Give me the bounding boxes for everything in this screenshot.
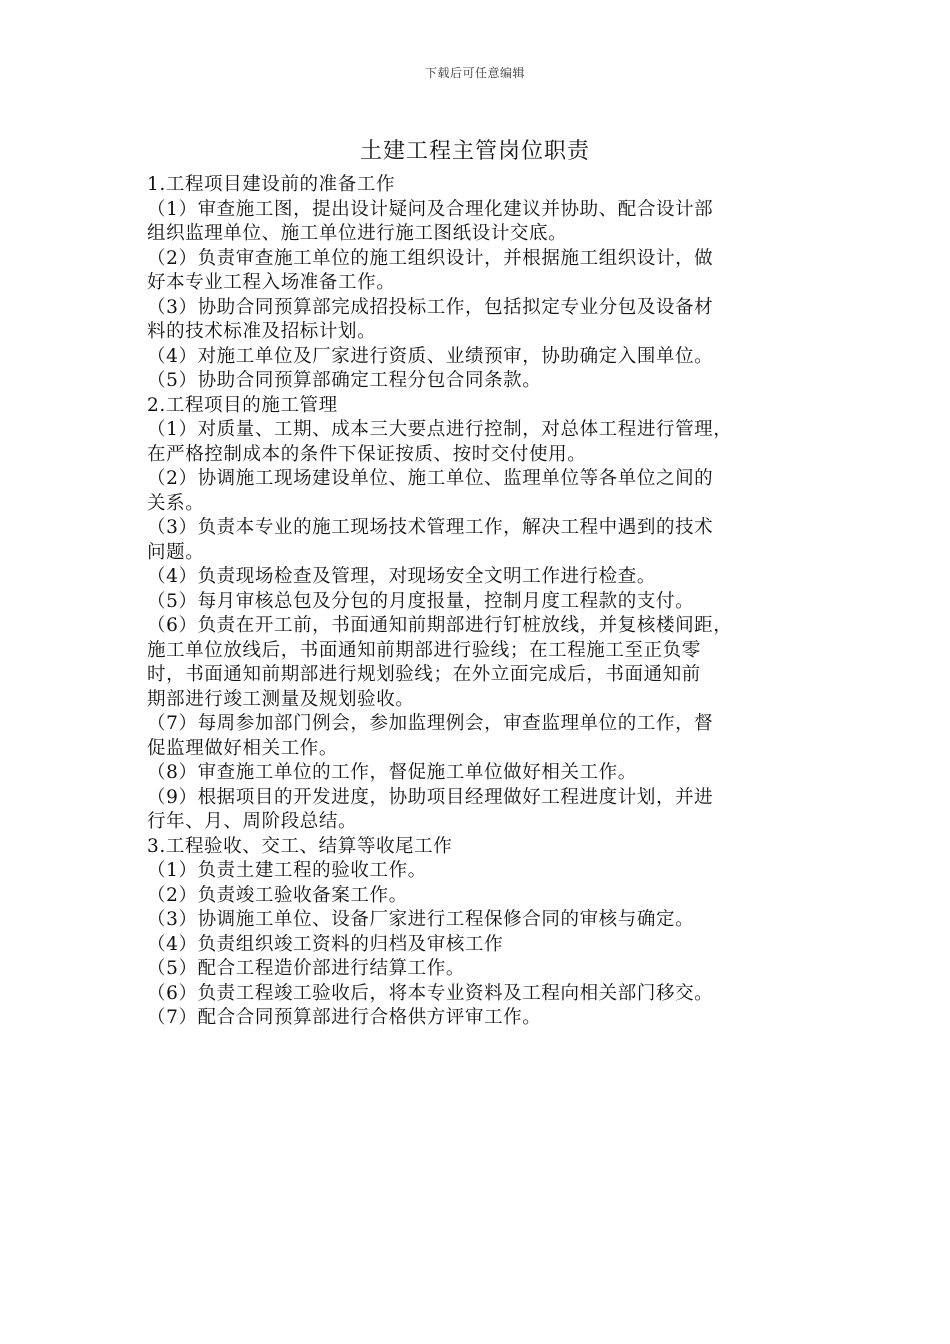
body-line: （9）根据项目的开发进度，协助项目经理做好工程进度计划，并进 [147, 786, 714, 808]
body-line: 1.工程项目建设前的准备工作 [147, 174, 396, 195]
document-body [147, 173, 819, 1031]
body-line: 行年、月、周阶段总结。 [147, 811, 358, 832]
body-line: （7）每周参加部门例会，参加监理例会，审查监理单位的工作，督 [147, 713, 714, 734]
body-line: （4）负责组织竣工资料的归档及审核工作 [147, 933, 504, 955]
body-line: 料的技术标准及招标计划。 [147, 321, 377, 342]
body-line: （5）每月审核总包及分包的月度报量，控制月度工程款的支付。 [147, 590, 695, 612]
body-line: （1）审查施工图，提出设计疑问及合理化建议并协助、配合设计部 [147, 198, 714, 220]
body-line: （2）负责审查施工单位的施工组织设计，并根据施工组织设计，做 [147, 247, 714, 269]
body-line: （6）负责在开工前，书面通知前期部进行钉桩放线，并复核楼间距， [147, 615, 733, 636]
body-line: 施工单位放线后，书面通知前期部进行验线；在工程施工至正负零 [147, 639, 701, 661]
body-line: 3.工程验收、交工、结算等收尾工作 [147, 835, 453, 857]
body-line: （3）协助合同预算部完成招投标工作，包括拟定专业分包及设备材 [147, 296, 714, 318]
header-note: 下载后可任意编辑 [424, 66, 525, 80]
body-line: 在严格控制成本的条件下保证按质、按时交付使用。 [147, 443, 587, 465]
body-line: （3）负责本专业的施工现场技术管理工作，解决工程中遇到的技术 [147, 517, 714, 538]
body-line: （5）协助合同预算部确定工程分包合同条款。 [147, 370, 542, 391]
body-line: （2）负责竣工验收备案工作。 [147, 884, 408, 906]
body-line: （2）协调施工现场建设单位、施工单位、监理单位等各单位之间的 [147, 468, 714, 489]
document-title: 土建工程主管岗位职责 [359, 139, 590, 164]
body-line: （1）负责土建工程的验收工作。 [147, 860, 427, 881]
body-line: 期部进行竣工测量及规划验收。 [147, 688, 415, 710]
body-line: 问题。 [147, 541, 205, 563]
body-line: 2.工程项目的施工管理 [147, 394, 338, 416]
body-line: （1）对质量、工期、成本三大要点进行控制，对总体工程进行管理， [147, 419, 733, 440]
body-line: 促监理做好相关工作。 [147, 737, 339, 759]
body-line: 好本专业工程入场准备工作。 [147, 272, 396, 293]
body-line: 组织监理单位、施工单位进行施工图纸设计交底。 [147, 223, 568, 244]
body-line: （8）审查施工单位的工作，督促施工单位做好相关工作。 [147, 762, 637, 783]
body-line: 关系。 [147, 492, 205, 514]
body-line: （5）配合工程造价部进行结算工作。 [147, 958, 465, 979]
body-line: （4）对施工单位及厂家进行资质、业绩预审，协助确定入围单位。 [147, 345, 714, 367]
body-line: （3）协调施工单位、设备厂家进行工程保修合同的审核与确定。 [147, 909, 695, 930]
body-line: 时，书面通知前期部进行规划验线；在外立面完成后，书面通知前 [147, 664, 701, 685]
body-line: （4）负责现场检查及管理，对现场安全文明工作进行检查。 [147, 566, 656, 587]
body-line: （7）配合合同预算部进行合格供方评审工作。 [147, 1007, 542, 1028]
body-line: （6）负责工程竣工验收后，将本专业资料及工程向相关部门移交。 [147, 982, 714, 1004]
